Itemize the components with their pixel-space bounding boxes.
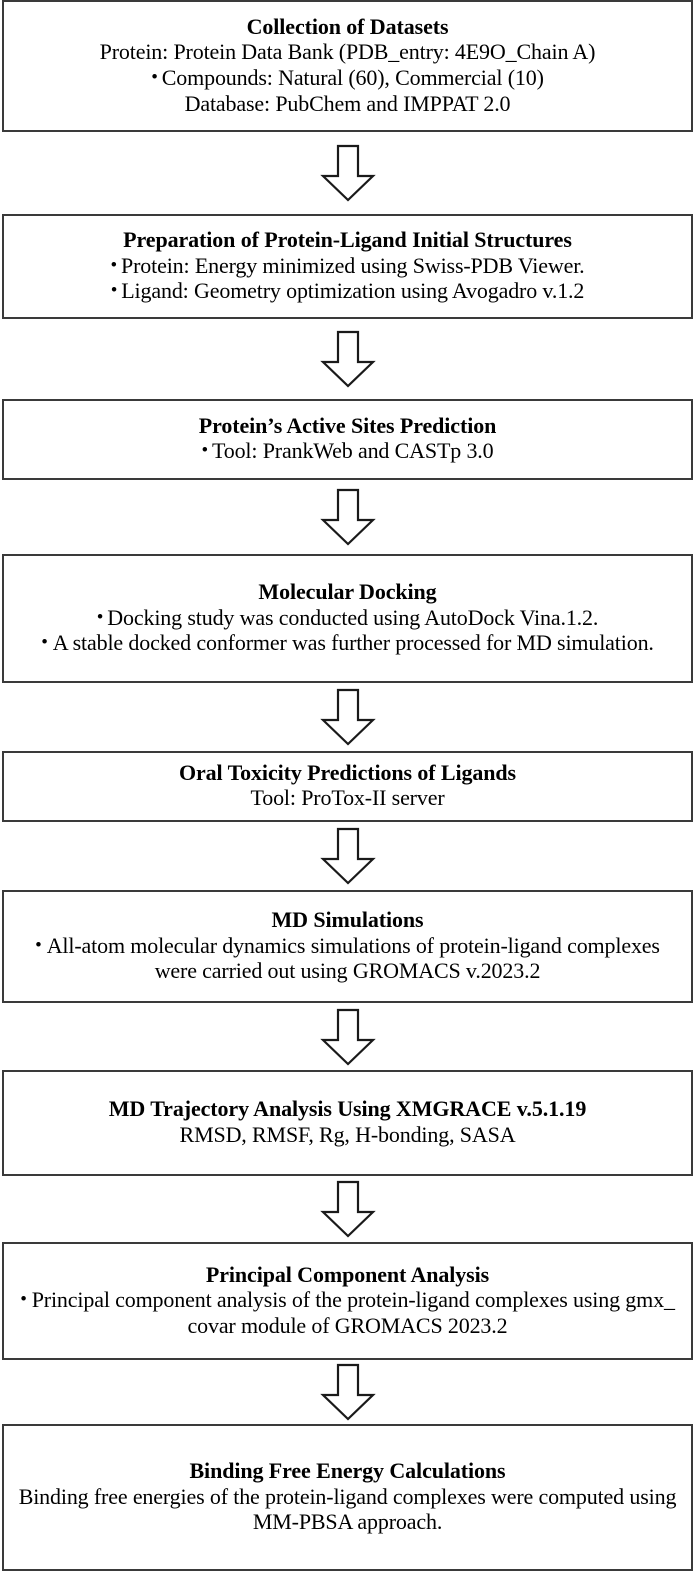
flowchart-box-principal-component-analysis	[2, 1242, 693, 1360]
flow-arrow-3	[0, 480, 695, 554]
down-arrow-outline-icon	[320, 1180, 376, 1238]
box-line: Database: PubChem and IMPPAT 2.0	[184, 90, 511, 116]
box-line: • Protein: Energy minimized using Swiss-PDB Viewer.	[110, 252, 585, 278]
box-body	[8, 39, 687, 116]
flow-arrow-6	[0, 1003, 695, 1070]
box-title: MD Trajectory Analysis Using XMGRACE v.5.1.19	[108, 1096, 587, 1122]
bullet-icon: •	[201, 440, 208, 462]
box-title: Protein’s Active Sites Prediction	[198, 412, 497, 438]
box-title: Molecular Docking	[258, 579, 437, 604]
box-line: • Docking study was conducted using AutoDock Vina.1.2.	[96, 604, 599, 630]
bullet-icon: •	[96, 606, 104, 628]
box-line: RMSD, RMSF, Rg, H-bonding, SASA	[179, 1121, 516, 1147]
box-body	[8, 438, 687, 464]
box-title: Principal Component Analysis	[205, 1261, 490, 1287]
box-body	[8, 1122, 687, 1148]
box-body	[8, 785, 687, 811]
flowchart-box-binding-free-energy-calculations	[2, 1424, 693, 1571]
box-line: Binding free energies of the protein-ligand complexes were computed using MM-PBSA approach.	[18, 1483, 677, 1535]
flowchart-box-collection-of-datasets	[2, 0, 693, 132]
box-body	[8, 605, 687, 656]
box-title: Collection of Datasets	[246, 13, 449, 39]
flow-arrow-1	[0, 132, 695, 214]
flow-arrow-5	[0, 822, 695, 890]
down-arrow-outline-icon	[320, 688, 376, 746]
down-arrow-outline-icon	[320, 144, 376, 202]
box-line: • All-atom molecular dynamics simulations of protein-ligand complexes were carried out using GROMACS v.2023.2	[35, 932, 660, 984]
box-body	[8, 253, 687, 304]
flow-arrow-8	[0, 1360, 695, 1424]
box-line: Tool: ProTox-II server	[250, 785, 445, 811]
box-line: • Principal component analysis of the protein-ligand complexes using gmx_ covar module of GROMACS 2023.2	[20, 1287, 675, 1338]
flowchart-box-molecular-docking	[2, 554, 693, 683]
flow-arrow-2	[0, 319, 695, 399]
flow-arrow-4	[0, 683, 695, 751]
down-arrow-outline-icon	[320, 827, 376, 885]
flow-arrow-7	[0, 1176, 695, 1242]
down-arrow-outline-icon	[320, 1008, 376, 1066]
bullet-icon: •	[20, 1289, 27, 1311]
box-title: Oral Toxicity Predictions of Ligands	[178, 759, 517, 785]
bullet-icon: •	[110, 254, 117, 276]
flowchart-box-oral-toxicity-predictions-of-ligands	[2, 751, 693, 822]
bullet-icon: •	[110, 280, 118, 302]
flowchart-box-preparation-of-protein-ligand-initial-structures	[2, 214, 693, 319]
bullet-icon: •	[151, 66, 158, 88]
box-body	[8, 1287, 687, 1338]
bullet-icon: •	[35, 934, 42, 956]
box-title: Preparation of Protein-Ligand Initial Structures	[123, 227, 572, 252]
box-body	[8, 933, 687, 984]
box-line: • A stable docked conformer was further processed for MD simulation.	[41, 630, 654, 656]
box-line: • Compounds: Natural (60), Commercial (10)	[151, 64, 544, 90]
down-arrow-outline-icon	[320, 1363, 376, 1421]
box-line: • Ligand: Geometry optimization using Avogadro v.1.2	[110, 278, 585, 304]
flowchart-box-proteins-active-sites-prediction	[2, 399, 693, 480]
down-arrow-outline-icon	[320, 488, 376, 546]
flowchart-box-md-trajectory-analysis	[2, 1070, 693, 1176]
bullet-icon: •	[41, 632, 48, 654]
box-line: • Tool: PrankWeb and CASTp 3.0	[201, 438, 494, 464]
flowchart-box-md-simulations	[2, 890, 693, 1003]
box-title: MD Simulations	[271, 907, 424, 932]
box-title: Binding Free Energy Calculations	[189, 1458, 506, 1483]
box-line: Protein: Protein Data Bank (PDB_entry: 4E9O_Chain A)	[99, 39, 596, 65]
down-arrow-outline-icon	[320, 330, 376, 388]
box-body	[8, 1484, 687, 1535]
